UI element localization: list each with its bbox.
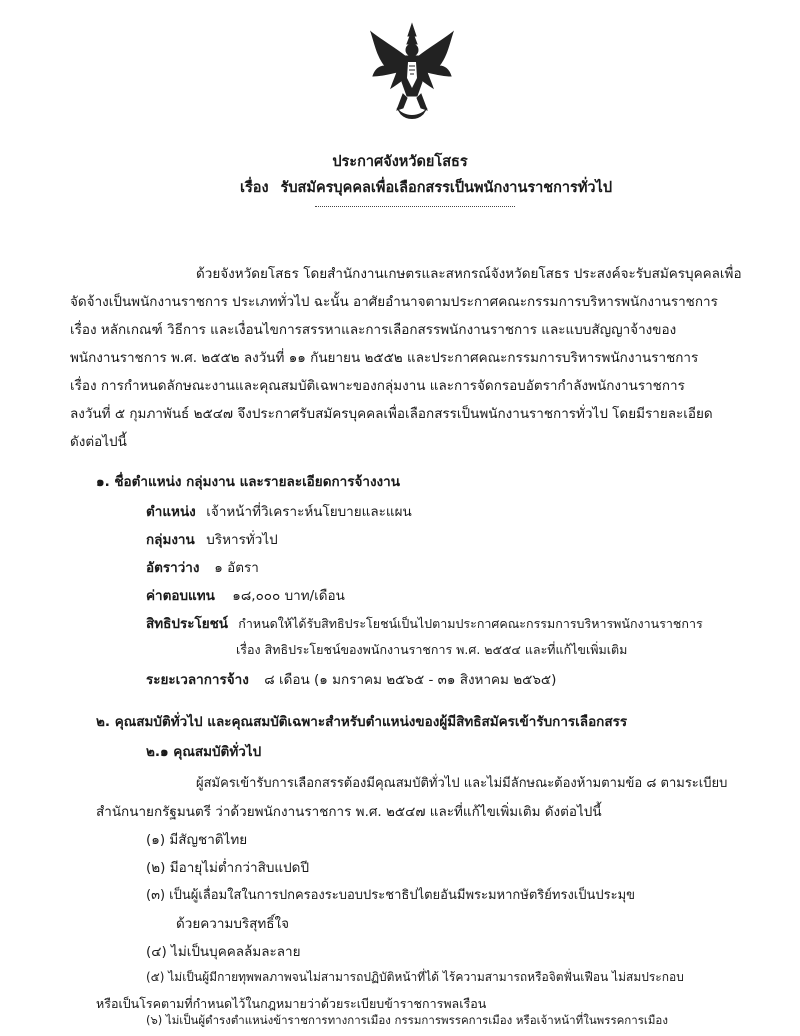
group-row <box>146 528 278 550</box>
subject-label: เรื่อง <box>240 180 269 196</box>
intro-line: ด้วยจังหวัดยโสธร โดยสำนักงานเกษตรและสหกรณ์จังหวัดยโสธร ประสงค์จะรับสมัครบุคคลเพื่อ <box>196 266 742 282</box>
intro-line: จัดจ้างเป็นพนักงานราชการ ประเภททั่วไป ฉะนั้น อาศัยอำนาจตามประกาศคณะกรรมการบริหารพนักงานราชการ <box>70 294 718 310</box>
qualification-para: ผู้สมัครเข้ารับการเลือกสรรต้องมีคุณสมบัติทั่วไป และไม่มีลักษณะต้องห้ามตามข้อ ๘ ตามระเบียบ <box>196 776 728 791</box>
position-label: ตำแหน่ง <box>146 504 196 520</box>
intro-line: เรื่อง หลักเกณฑ์ วิธีการ และเงื่อนไขการสรรหาและการเลือกสรรพนักงานราชการ และแบบสัญญาจ้างของ <box>70 322 677 338</box>
intro-line: พนักงานราชการ พ.ศ. ๒๕๕๒ ลงวันที่ ๑๑ กันยายน ๒๕๕๒ และประกาศคณะกรรมการบริหารพนักงานราชการ <box>70 350 699 366</box>
qualification-item: (๑) มีสัญชาติไทย <box>146 832 248 848</box>
document-title: ประกาศจังหวัดยโสธร <box>332 154 468 170</box>
benefit-row <box>146 612 703 634</box>
section-2-heading: ๒. คุณสมบัติทั่วไป และคุณสมบัติเฉพาะสำหรับตำแหน่งของผู้มีสิทธิสมัครเข้ารับการเลือกสรร <box>96 714 628 730</box>
vacancy-row <box>146 556 259 578</box>
period-value: ๘ เดือน (๑ มกราคม ๒๕๖๕ - ๓๑ สิงหาคม ๒๕๖๕) <box>264 672 557 688</box>
group-value: บริหารทั่วไป <box>206 532 278 548</box>
vacancy-value: ๑ อัตรา <box>214 560 259 576</box>
benefit-value-cont: เรื่อง สิทธิประโยชน์ของพนักงานราชการ พ.ศ. ๒๕๕๔ และที่แก้ไขเพิ่มเติม <box>236 642 628 657</box>
qualification-item-cont: หรือเป็นโรคตามที่กำหนดไว้ในกฎหมายว่าด้วยระเบียบข้าราชการพลเรือน <box>96 996 487 1011</box>
period-label: ระยะเวลาการจ้าง <box>146 672 249 688</box>
subject-text: รับสมัครบุคคลเพื่อเลือกสรรเป็นพนักงานราชการทั่วไป <box>280 180 613 196</box>
qualification-item: (๕) ไม่เป็นผู้มีกายทุพพลภาพจนไม่สามารถปฏิบัติหน้าที่ได้ ไร้ความสามารถหรือจิตฟั่นเฟือน ไม่สมประกอบ <box>146 970 684 984</box>
salary-value: ๑๘,๐๐๐ บาท/เดือน <box>232 588 345 604</box>
vacancy-label: อัตราว่าง <box>146 560 200 576</box>
position-row <box>146 500 412 522</box>
benefit-label: สิทธิประโยชน์ <box>146 616 229 632</box>
qualification-item: (๔) ไม่เป็นบุคคลล้มละลาย <box>146 944 301 960</box>
garuda-emblem-icon <box>367 22 457 122</box>
title-divider <box>315 206 515 207</box>
section-1-heading: ๑. ชื่อตำแหน่ง กลุ่มงาน และรายละเอียดการจ้างงาน <box>96 474 400 490</box>
qualification-item-cont: ด้วยความบริสุทธิ์ใจ <box>176 916 290 932</box>
qualification-item: (๒) มีอายุไม่ต่ำกว่าสิบแปดปี <box>146 860 310 876</box>
intro-line: เรื่อง การกำหนดลักษณะงานและคุณสมบัติเฉพาะของกลุ่มงาน และการจัดกรอบอัตรากำลังพนักงานราชการ <box>70 378 685 394</box>
position-value: เจ้าหน้าที่วิเคราะห์นโยบายและแผน <box>206 504 412 520</box>
intro-line: ลงวันที่ ๕ กุมภาพันธ์ ๒๕๔๗ จึงประกาศรับสมัครบุคคลเพื่อเลือกสรรเป็นพนักงานราชการทั่วไป โดยมีรายละเอียด <box>70 406 713 422</box>
benefit-value: กำหนดให้ได้รับสิทธิประโยชน์เป็นไปตามประกาศคณะกรรมการบริหารพนักงานราชการ <box>238 616 703 631</box>
qualification-item: (๖) ไม่เป็นผู้ดำรงตำแหน่งข้าราชการทางการเมือง กรรมการพรรคการเมือง หรือเจ้าหน้าที่ในพรรคการเมือง <box>146 1013 668 1027</box>
intro-line: ดังต่อไปนี้ <box>70 434 127 450</box>
qualification-item: (๓) เป็นผู้เลื่อมใสในการปกครองระบอบประชาธิปไตยอันมีพระมหากษัตริย์ทรงเป็นประมุข <box>146 888 636 903</box>
qualification-para: สำนักนายกรัฐมนตรี ว่าด้วยพนักงานราชการ พ.ศ. ๒๕๔๗ และที่แก้ไขเพิ่มเติม ดังต่อไปนี้ <box>96 804 602 820</box>
subject-line <box>240 176 612 199</box>
period-row <box>146 668 556 690</box>
section-2-1-heading: ๒.๑ คุณสมบัติทั่วไป <box>146 744 262 760</box>
salary-label: ค่าตอบแทน <box>146 588 215 604</box>
group-label: กลุ่มงาน <box>146 532 195 548</box>
salary-row <box>146 584 345 606</box>
